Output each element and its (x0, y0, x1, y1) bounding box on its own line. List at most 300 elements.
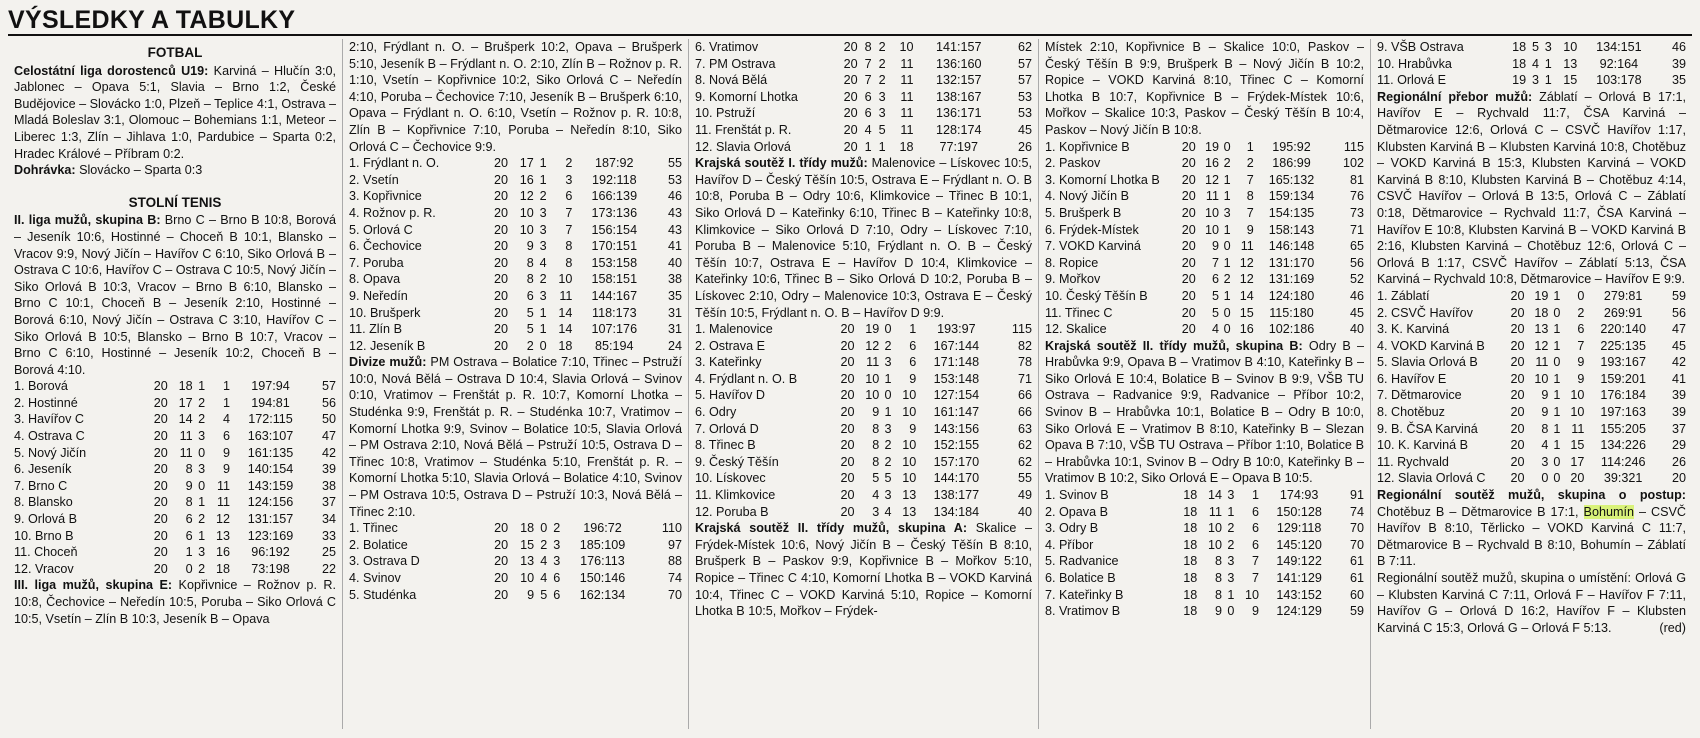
column-3 (689, 39, 1039, 729)
losses: 11 (900, 73, 914, 88)
team-name: 1. Malenovice (695, 322, 773, 337)
points: 71 (1017, 371, 1032, 386)
losses: 9 (223, 445, 231, 460)
team-name: 10. Brušperk (349, 305, 421, 320)
label-dohravka: Dohrávka: (14, 163, 76, 178)
played: 20 (840, 488, 855, 503)
table-row (695, 487, 1032, 504)
points: 39 (321, 462, 336, 477)
played: 20 (153, 429, 168, 444)
losses: 11 (900, 89, 914, 104)
losses: 8 (565, 255, 573, 270)
table-row (1377, 371, 1686, 388)
losses: 10 (902, 405, 917, 420)
played: 20 (1181, 222, 1196, 237)
played: 20 (840, 388, 855, 403)
draws: 2 (1223, 272, 1231, 287)
score: 163:107 (247, 429, 294, 444)
draws: 2 (540, 537, 548, 552)
table-row (349, 222, 682, 239)
score: 193:97 (937, 322, 976, 337)
played: 19 (1512, 73, 1527, 88)
team-name: 11. Frenštát p. R. (695, 122, 792, 137)
score: 124:129 (1276, 604, 1322, 619)
score: 118:173 (592, 305, 637, 320)
table-row (14, 544, 336, 561)
highlighted-team: Bohumín (1583, 504, 1634, 519)
played: 20 (1510, 454, 1525, 469)
losses: 7 (565, 222, 573, 237)
points: 39 (1671, 56, 1686, 71)
played: 20 (493, 338, 508, 353)
wins: 6 (1211, 272, 1219, 287)
points: 56 (321, 395, 336, 410)
played: 20 (153, 528, 168, 543)
team-name: 9. Neředín (349, 288, 408, 303)
team-name: 2. Vsetín (349, 172, 399, 187)
score: 146:148 (1268, 239, 1315, 254)
losses: 20 (1570, 471, 1585, 486)
draws: 1 (539, 172, 547, 187)
table-row (349, 338, 682, 355)
played: 20 (153, 445, 168, 460)
losses: 11 (900, 122, 914, 137)
table-row (1377, 421, 1686, 438)
score: 156:154 (591, 222, 638, 237)
wins: 6 (185, 512, 193, 527)
table-row (1377, 437, 1686, 454)
text-dohravka: Slovácko – Sparta 0:3 (75, 163, 203, 178)
draws: 3 (1227, 554, 1235, 569)
losses: 1 (1246, 139, 1254, 154)
draws: 1 (1553, 322, 1561, 337)
team-name: 8. Vratimov B (1045, 604, 1121, 619)
wins: 4 (1541, 438, 1549, 453)
played: 20 (1181, 172, 1196, 187)
losses: 10 (902, 471, 917, 486)
played: 20 (843, 89, 858, 104)
losses: 7 (1246, 205, 1254, 220)
draws: 1 (1544, 56, 1552, 71)
played: 20 (153, 495, 168, 510)
paragraph-rsp (1377, 487, 1686, 570)
team-name: 2. Hostinné (14, 395, 78, 410)
label-rsp: Regionální soutěž mužů, skupina o postup: (1377, 488, 1686, 503)
table-row (14, 511, 336, 528)
table-row (14, 428, 336, 445)
losses: 9 (1246, 222, 1254, 237)
score: 194:81 (251, 395, 290, 410)
played: 20 (843, 56, 858, 71)
points: 61 (1349, 571, 1364, 585)
table-row (695, 371, 1032, 388)
table-row (1045, 271, 1364, 288)
score: 162:134 (579, 587, 626, 602)
draws: 0 (1227, 604, 1235, 619)
wins: 8 (526, 255, 534, 270)
team-name: 2. Opava B (1045, 504, 1109, 519)
points: 35 (1671, 73, 1686, 88)
played: 20 (1510, 338, 1525, 353)
team-name: 7. Dětmarovice (1377, 388, 1462, 403)
score: 136:171 (936, 106, 982, 121)
table-row (1045, 172, 1364, 189)
losses: 15 (1563, 73, 1578, 88)
losses: 8 (1246, 189, 1254, 204)
played: 20 (1181, 255, 1196, 270)
played: 18 (1183, 571, 1198, 585)
team-name: 5. Radvanice (1045, 554, 1119, 569)
played: 20 (493, 322, 508, 337)
losses: 7 (1577, 338, 1585, 353)
wins: 4 (1531, 56, 1539, 71)
text-rp: Záblatí – Orlová B 17:1, Havířov E – Rychvald 11:7, ČSA Karviná – Dětmarovice 12:6, Orlová C – CSVČ Havířov 1:17, Klubsten Karviná B – Klubsten Karviná 10:8, Chotěbuz – VOKD Karviná B 15:3, Klubsten Karviná – VOKD Karviná B 8:10, Klubsten Karviná B – Chotěbuz 4:14, CSVČ Havířov – Orlová B 13:5, Orlová C – Záblatí 0:18, Dětmarovice – Rychvald 11:7, ČSA Karviná – Havířov E 10:8, Klubsten Karviná B – VOKD Karviná B 2:16, Klubsten Karviná – Chotěbuz 12:6, Orlová C – Orlová B 1:17, CSVČ Havířov – Záblatí 5:13, ČSA Karviná – Rychvald 10:8, Dětmarovice – Havířov E 9:9. (1377, 89, 1686, 287)
wins: 4 (864, 122, 872, 137)
table-row (1045, 139, 1364, 156)
score: 150:146 (579, 571, 626, 585)
points: 62 (1017, 454, 1032, 469)
table-row (695, 122, 1032, 139)
points: 37 (1671, 421, 1686, 436)
points: 24 (667, 338, 682, 353)
points: 41 (1671, 371, 1686, 386)
score: 185:109 (579, 537, 626, 552)
draws: 1 (1553, 438, 1561, 453)
losses: 8 (565, 239, 573, 254)
wins: 3 (872, 504, 880, 519)
table-row (1377, 454, 1686, 471)
table-row (1045, 321, 1364, 338)
draws: 3 (198, 545, 206, 560)
played: 20 (1181, 139, 1196, 154)
team-name: 5. Nový Jičín (14, 445, 87, 460)
standings-table (1045, 139, 1364, 338)
losses: 1 (1252, 488, 1260, 503)
standings-table (695, 321, 1032, 520)
losses: 6 (1252, 504, 1260, 519)
score: 123:169 (247, 528, 294, 543)
wins: 6 (185, 528, 193, 543)
points: 82 (1017, 338, 1032, 353)
table-row (349, 205, 682, 222)
table-row (14, 494, 336, 511)
draws: 3 (539, 239, 547, 254)
score: 197:163 (1600, 405, 1646, 420)
draws: 1 (1223, 172, 1231, 187)
label-divize: Divize mužů: (349, 355, 427, 370)
wins: 16 (1204, 156, 1219, 171)
played: 20 (493, 222, 508, 237)
score: 131:169 (1268, 272, 1315, 287)
wins: 14 (1207, 488, 1222, 503)
score: 197:94 (251, 379, 290, 394)
losses: 9 (1577, 371, 1585, 386)
draws: 1 (1553, 421, 1561, 436)
losses: 10 (902, 388, 917, 403)
team-name: 8. Ropice (1045, 255, 1099, 270)
points: 42 (321, 445, 336, 460)
draws: 2 (1223, 156, 1231, 171)
points: 66 (1017, 388, 1032, 403)
points: 43 (667, 222, 682, 237)
team-name: 5. Brušperk B (1045, 205, 1122, 220)
played: 20 (153, 478, 168, 493)
team-name: 12. Poruba B (695, 504, 769, 519)
score: 192:118 (592, 172, 637, 187)
score: 170:151 (591, 239, 638, 254)
played: 20 (840, 454, 855, 469)
wins: 8 (1541, 421, 1549, 436)
wins: 11 (179, 429, 193, 444)
score: 158:151 (591, 272, 638, 287)
score: 85:194 (595, 338, 634, 353)
points: 70 (1349, 521, 1364, 536)
table-row (349, 553, 682, 570)
played: 20 (1181, 239, 1196, 254)
wins: 5 (526, 322, 534, 337)
played: 20 (1510, 288, 1525, 303)
team-name: 5. Havířov D (695, 388, 765, 403)
played: 20 (494, 554, 509, 569)
team-name: 9. Komorní Lhotka (695, 89, 798, 104)
points: 37 (321, 495, 336, 510)
table-row (695, 139, 1032, 156)
score: 269:91 (1603, 305, 1643, 320)
table-row (349, 172, 682, 189)
losses: 11 (900, 56, 914, 71)
table-row (1045, 537, 1364, 554)
played: 20 (1510, 405, 1525, 420)
team-name: 8. Opava (349, 272, 401, 287)
draws: 1 (878, 139, 886, 154)
table-row (1045, 205, 1364, 222)
wins: 8 (872, 454, 880, 469)
losses: 9 (223, 462, 231, 477)
points: 40 (1017, 504, 1032, 519)
played: 20 (1510, 305, 1525, 320)
score: 167:144 (933, 338, 980, 353)
draws: 0 (1553, 471, 1561, 486)
draws: 4 (884, 504, 892, 519)
text-liga3: Kopřivnice – Rožnov p. R. 10:8, Čechovice – Neředín 10:5, Poruba – Siko Orlová C 10:5, Vsetín – Zlín B 10:3, Jeseník B – Opava (14, 578, 336, 626)
points: 66 (1017, 405, 1032, 420)
wins: 8 (185, 495, 193, 510)
losses: 6 (223, 429, 231, 444)
draws: 0 (198, 478, 206, 493)
table-row (1045, 305, 1364, 322)
points: 43 (667, 205, 682, 220)
standings-table (14, 378, 336, 577)
paragraph-dohravka (14, 162, 336, 179)
played: 20 (840, 504, 855, 519)
table-row (695, 437, 1032, 454)
draws: 1 (884, 371, 892, 386)
wins: 17 (519, 156, 534, 171)
table-row (1377, 72, 1686, 89)
score: 131:157 (247, 512, 294, 527)
points: 40 (667, 255, 682, 270)
table-row (1377, 354, 1686, 371)
score: 140:154 (247, 462, 294, 477)
wins: 2 (526, 338, 534, 353)
points: 45 (1017, 122, 1032, 137)
losses: 12 (1239, 255, 1254, 270)
points: 38 (321, 478, 336, 493)
table-row (1045, 188, 1364, 205)
wins: 6 (864, 89, 872, 104)
score: 166:139 (591, 189, 638, 204)
played: 20 (493, 156, 508, 171)
points: 35 (667, 288, 682, 303)
team-name: 10. Pstruží (695, 106, 756, 121)
losses: 10 (899, 40, 914, 54)
points: 115 (1343, 139, 1364, 154)
team-name: 11. Třinec C (1045, 305, 1113, 320)
points: 56 (1671, 305, 1686, 320)
team-name: 3. K. Karviná (1377, 322, 1450, 337)
table-row (1377, 305, 1686, 322)
draws: 3 (198, 462, 206, 477)
wins: 10 (519, 222, 534, 237)
table-row (695, 470, 1032, 487)
draws: 1 (198, 528, 206, 543)
table-row (695, 354, 1032, 371)
played: 20 (493, 288, 508, 303)
losses: 4 (223, 412, 231, 427)
wins: 10 (519, 205, 534, 220)
wins: 8 (872, 421, 880, 436)
losses: 10 (902, 454, 917, 469)
table-row (1045, 553, 1364, 570)
wins: 11 (1208, 504, 1222, 519)
score: 134:151 (1596, 40, 1642, 54)
points: 56 (1349, 255, 1364, 270)
draws: 2 (884, 454, 892, 469)
points: 74 (667, 571, 682, 585)
played: 20 (840, 438, 855, 453)
score: 173:136 (591, 205, 638, 220)
score: 152:155 (933, 438, 980, 453)
losses: 13 (902, 488, 917, 503)
draws: 0 (540, 521, 548, 536)
draws: 2 (198, 561, 206, 576)
wins: 8 (1214, 587, 1222, 602)
table-row (14, 411, 336, 428)
played: 20 (493, 272, 508, 287)
points: 76 (1349, 189, 1364, 204)
played: 18 (1183, 488, 1198, 503)
played: 20 (153, 462, 168, 477)
played: 20 (153, 379, 168, 394)
losses: 6 (909, 355, 917, 370)
team-name: 2. Bolatice (349, 537, 408, 552)
points: 52 (1349, 272, 1364, 287)
losses: 7 (1246, 172, 1254, 187)
column-1 (8, 39, 343, 729)
draws: 2 (539, 272, 547, 287)
wins: 5 (1531, 40, 1539, 54)
table-row (695, 387, 1032, 404)
wins: 7 (864, 73, 872, 88)
played: 20 (840, 371, 855, 386)
losses: 11 (216, 478, 231, 493)
losses: 6 (909, 338, 917, 353)
paragraph-ks2a (695, 520, 1032, 620)
losses: 13 (1563, 56, 1578, 71)
draws: 1 (1223, 222, 1231, 237)
score: 155:205 (1600, 421, 1646, 436)
team-name: 4. Příbor (1045, 537, 1094, 552)
column-4 (1039, 39, 1371, 729)
table-row (695, 338, 1032, 355)
team-name: 7. Poruba (349, 255, 404, 270)
table-row (1045, 487, 1364, 504)
points: 55 (1017, 471, 1032, 486)
page-title: VÝSLEDKY A TABULKY (8, 6, 296, 34)
team-name: 10. Brno B (14, 528, 74, 543)
team-name: 12. Jeseník B (349, 338, 426, 353)
score: 220:140 (1600, 322, 1646, 337)
team-name: 12. Slavia Orlová (695, 139, 791, 154)
paragraph-ks2b (1045, 338, 1364, 487)
header (8, 4, 1692, 36)
team-name: 3. Komorní Lhotka B (1045, 172, 1160, 187)
draws: 2 (198, 395, 206, 410)
table-row (1045, 222, 1364, 239)
score: 195:92 (1272, 139, 1311, 154)
score: 77:197 (939, 139, 979, 154)
text-ks2a: Skalice – Frýdek-Místek 10:6, Nový Jičín B – Český Těšín B 8:10, Brušperk B – Paskov 9:9, Kopřivnice B – Mořkov 5:10, Ropice – Třinec C 4:10, Komorní Lhotka B – VOKD Karviná 10:4, Třinec C – VOKD Karviná 5:10, Ropice – Komorní Lhotka B 10:5, Mořkov – Frýdek- (695, 521, 1033, 619)
points: 74 (1349, 504, 1364, 519)
wins: 9 (185, 478, 193, 493)
played: 18 (1512, 56, 1527, 71)
team-name: 9. Mořkov (1045, 272, 1101, 287)
team-name: 10. Lískovec (695, 471, 766, 486)
played: 20 (840, 355, 855, 370)
score: 172:115 (248, 412, 293, 427)
table-row (349, 305, 682, 322)
paragraph-ks1 (695, 155, 1032, 321)
wins: 9 (1541, 388, 1549, 403)
team-name: 4. Frýdlant n. O. B (695, 371, 798, 386)
score: 143:159 (247, 478, 294, 493)
team-name: 9. VŠB Ostrava (1377, 40, 1464, 54)
draws: 3 (1223, 205, 1231, 220)
played: 20 (1181, 288, 1196, 303)
wins: 18 (520, 521, 535, 536)
losses: 11 (1571, 421, 1585, 436)
table-row (1045, 288, 1364, 305)
team-name: 7. VOKD Karviná (1045, 239, 1141, 254)
losses: 3 (553, 537, 561, 552)
wins: 5 (1211, 305, 1219, 320)
score: 138:177 (933, 488, 980, 503)
team-name: 4. Nový Jičín B (1045, 189, 1129, 204)
losses: 11 (559, 288, 573, 303)
points: 45 (1349, 305, 1364, 320)
draws: 0 (884, 388, 892, 403)
table-row (1045, 587, 1364, 604)
points: 78 (1017, 355, 1032, 370)
points: 59 (1349, 604, 1364, 619)
table-row (349, 520, 682, 537)
played: 20 (1510, 421, 1525, 436)
points: 63 (1017, 421, 1032, 436)
score: 149:122 (1276, 554, 1322, 569)
played: 20 (1181, 272, 1196, 287)
wins: 4 (872, 488, 880, 503)
team-name: 1. Kopřivnice B (1045, 139, 1130, 154)
